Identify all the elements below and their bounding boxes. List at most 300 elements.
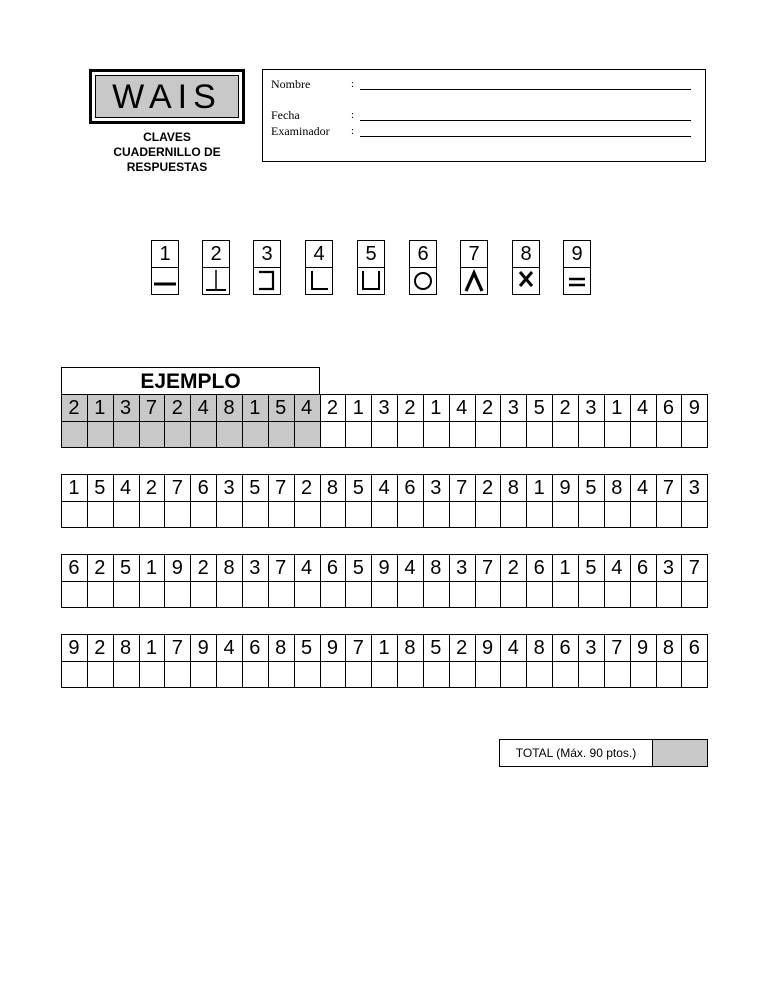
answer-cell[interactable] [578, 501, 604, 528]
cup-icon [358, 268, 384, 295]
item-number: 1 [430, 396, 442, 419]
answer-cell[interactable] [268, 661, 294, 688]
item-number: 1 [611, 396, 623, 419]
answer-cell[interactable] [604, 421, 630, 448]
answer-cell[interactable] [552, 581, 578, 608]
item-cell [242, 474, 268, 527]
answer-cell[interactable] [397, 421, 423, 448]
item-number: 3 [507, 396, 519, 419]
key-box [460, 240, 488, 295]
answer-cell[interactable] [500, 581, 526, 608]
item-number: 6 [197, 476, 209, 499]
inverted-t-icon [203, 268, 229, 295]
item-cell [500, 474, 526, 527]
key-box [357, 240, 385, 295]
item-cell [656, 634, 682, 687]
example-cell [294, 394, 320, 447]
answer-cell[interactable] [397, 661, 423, 688]
item-cell [526, 394, 552, 447]
item-number: 2 [404, 396, 416, 419]
item-number: 4 [404, 556, 416, 579]
date-field[interactable] [271, 108, 691, 122]
item-cell [345, 554, 371, 607]
item-number: 2 [559, 396, 571, 419]
item-cell [449, 634, 475, 687]
item-number: 2 [326, 396, 338, 419]
item-cell [604, 394, 630, 447]
item-number: 8 [326, 476, 338, 499]
item-number: 7 [275, 556, 287, 579]
item-number: 5 [430, 636, 442, 659]
item-number: 7 [171, 476, 183, 499]
answer-cell [294, 421, 320, 448]
item-number: 6 [533, 556, 545, 579]
key-box [305, 240, 333, 295]
item-cell [604, 554, 630, 607]
item-number: 9 [378, 556, 390, 579]
answer-cell[interactable] [345, 421, 371, 448]
item-cell [320, 394, 346, 447]
answer-cell [113, 421, 139, 448]
answer-cell[interactable] [578, 421, 604, 448]
answer-cell[interactable] [216, 661, 242, 688]
item-number: 3 [456, 556, 468, 579]
item-cell [449, 554, 475, 607]
answer-cell[interactable] [526, 661, 552, 688]
key-box [202, 240, 230, 295]
answer-cell[interactable] [61, 501, 87, 528]
item-cell [87, 634, 113, 687]
item-number: 6 [559, 636, 571, 659]
item-cell [475, 634, 501, 687]
answer-cell[interactable] [242, 501, 268, 528]
key-box [512, 240, 540, 295]
item-cell [61, 554, 87, 607]
equals-icon [564, 268, 590, 295]
item-cell [113, 474, 139, 527]
answer-cell[interactable] [113, 581, 139, 608]
item-cell [61, 634, 87, 687]
item-cell [371, 474, 397, 527]
field-colon: : [351, 78, 355, 90]
item-cell [164, 554, 190, 607]
answer-cell[interactable] [449, 581, 475, 608]
item-number: 4 [223, 636, 235, 659]
item-number: 2 [481, 476, 494, 499]
key-number: 5 [358, 241, 384, 268]
answer-cell[interactable] [294, 661, 320, 688]
answer-cell[interactable] [268, 501, 294, 528]
key-number: 4 [306, 241, 332, 268]
item-cell [578, 554, 604, 607]
item-cell [371, 554, 397, 607]
answer-cell[interactable] [87, 501, 113, 528]
answer-cell[interactable] [681, 581, 707, 608]
item-cell [371, 634, 397, 687]
item-cell [500, 554, 526, 607]
key-box [563, 240, 591, 295]
item-number: 8 [533, 636, 545, 659]
answer-cell[interactable] [139, 661, 165, 688]
item-cell [526, 554, 552, 607]
item-cell [475, 554, 501, 607]
item-number: 5 [120, 556, 132, 579]
dash-icon [152, 268, 178, 295]
answer-cell[interactable] [449, 501, 475, 528]
answer-cell[interactable] [526, 421, 552, 448]
answer-cell[interactable] [320, 581, 346, 608]
answer-cell[interactable] [681, 501, 707, 528]
answer-cell[interactable] [164, 661, 190, 688]
item-number: 8 [662, 636, 675, 659]
item-number: 9 [688, 396, 700, 419]
item-cell [681, 634, 707, 687]
answer-cell[interactable] [320, 661, 346, 688]
item-number: 7 [662, 476, 675, 499]
answer-cell[interactable] [397, 501, 423, 528]
item-number: 3 [662, 556, 675, 579]
answer-cell[interactable] [397, 581, 423, 608]
item-number: 7 [352, 636, 364, 659]
item-number: 6 [662, 396, 675, 419]
item-number: 2 [145, 476, 158, 499]
item-number: 7 [275, 476, 287, 499]
answer-cell[interactable] [345, 501, 371, 528]
subtitle-line: CLAVES [143, 130, 191, 144]
item-number: 3 [378, 396, 390, 419]
example-cell [61, 394, 87, 447]
answer-cell[interactable] [242, 581, 268, 608]
item-number: 8 [430, 556, 442, 579]
item-number: 2 [94, 556, 106, 579]
answer-cell[interactable] [423, 421, 449, 448]
answer-cell[interactable] [500, 501, 526, 528]
answer-cell[interactable] [681, 661, 707, 688]
item-cell [423, 474, 449, 527]
answer-cell[interactable] [164, 501, 190, 528]
answer-cell[interactable] [216, 581, 242, 608]
item-number: 2 [94, 636, 106, 659]
item-cell [113, 554, 139, 607]
item-number: 9 [637, 636, 649, 659]
answer-cell [216, 421, 242, 448]
answer-cell[interactable] [345, 581, 371, 608]
item-row [61, 634, 707, 688]
item-number: 6 [404, 476, 416, 499]
item-number: 1 [94, 396, 106, 419]
item-number: 2 [68, 396, 80, 419]
item-cell [423, 554, 449, 607]
item-cell [87, 474, 113, 527]
item-number: 9 [559, 476, 571, 499]
item-cell [294, 554, 320, 607]
examiner-line[interactable] [360, 136, 691, 137]
answer-cell[interactable] [604, 501, 630, 528]
item-number: 9 [68, 636, 80, 659]
item-cell [578, 474, 604, 527]
answer-cell[interactable] [371, 581, 397, 608]
item-cell [320, 634, 346, 687]
item-cell [345, 634, 371, 687]
answer-cell[interactable] [190, 661, 216, 688]
item-cell [552, 394, 578, 447]
answer-cell[interactable] [61, 581, 87, 608]
item-cell [216, 554, 242, 607]
item-cell [190, 634, 216, 687]
answer-cell[interactable] [87, 581, 113, 608]
name-field[interactable] [271, 77, 691, 91]
examiner-field[interactable] [271, 124, 691, 138]
item-number: 1 [533, 476, 545, 499]
item-number: 6 [688, 636, 700, 659]
answer-cell[interactable] [500, 421, 526, 448]
answer-cell[interactable] [656, 421, 682, 448]
item-cell [604, 474, 630, 527]
item-cell [320, 474, 346, 527]
item-number: 2 [197, 556, 209, 579]
item-cell [164, 474, 190, 527]
example-cell [87, 394, 113, 447]
answer-cell[interactable] [320, 501, 346, 528]
item-row [61, 554, 707, 608]
item-cell [320, 554, 346, 607]
document-subtitle [89, 130, 245, 175]
item-number: 6 [249, 636, 261, 659]
answer-cell[interactable] [423, 501, 449, 528]
answer-cell[interactable] [294, 581, 320, 608]
item-cell [552, 554, 578, 607]
l-corner-icon [306, 268, 332, 295]
answer-cell[interactable] [371, 421, 397, 448]
right-bracket-icon [254, 268, 280, 295]
wais-logo [89, 69, 245, 124]
item-cell [449, 394, 475, 447]
answer-cell[interactable] [630, 581, 656, 608]
item-cell [397, 394, 423, 447]
example-cell [216, 394, 242, 447]
key-number: 6 [410, 241, 436, 268]
answer-cell[interactable] [113, 501, 139, 528]
item-cell [139, 554, 165, 607]
example-cell [139, 394, 165, 447]
answer-cell[interactable] [526, 581, 552, 608]
item-number: 5 [301, 636, 313, 659]
example-label: EJEMPLO [61, 367, 320, 394]
answer-cell[interactable] [190, 581, 216, 608]
answer-cell[interactable] [61, 661, 87, 688]
date-label: Fecha [271, 108, 300, 122]
answer-cell[interactable] [345, 661, 371, 688]
answer-cell[interactable] [371, 501, 397, 528]
name-label: Nombre [271, 77, 311, 91]
answer-cell[interactable] [604, 581, 630, 608]
item-cell [526, 474, 552, 527]
key-number: 3 [254, 241, 280, 268]
total-box [499, 739, 708, 767]
answer-cell[interactable] [113, 661, 139, 688]
item-number: 3 [430, 476, 442, 499]
key-number: 7 [461, 241, 487, 268]
date-line[interactable] [360, 120, 691, 121]
item-cell [164, 634, 190, 687]
answer-cell [242, 421, 268, 448]
item-cell [526, 634, 552, 687]
item-cell [268, 634, 294, 687]
answer-cell[interactable] [552, 421, 578, 448]
item-number: 9 [326, 636, 338, 659]
item-cell [139, 634, 165, 687]
item-cell [242, 634, 268, 687]
answer-cell[interactable] [242, 661, 268, 688]
answer-cell[interactable] [216, 501, 242, 528]
answer-cell [164, 421, 190, 448]
item-cell [397, 634, 423, 687]
item-number: 8 [404, 636, 416, 659]
total-label: TOTAL (Máx. 90 ptos.) [515, 746, 637, 760]
item-cell [681, 474, 707, 527]
answer-cell[interactable] [656, 501, 682, 528]
item-number: 8 [120, 636, 132, 659]
item-number: 4 [637, 396, 649, 419]
item-row [61, 474, 707, 528]
total-score-field[interactable] [652, 740, 707, 766]
key-number: 2 [203, 241, 229, 268]
answer-cell [87, 421, 113, 448]
item-number: 7 [481, 556, 494, 579]
answer-cell[interactable] [578, 581, 604, 608]
item-number: 1 [352, 396, 364, 419]
item-cell [656, 474, 682, 527]
item-cell [190, 554, 216, 607]
answer-cell[interactable] [630, 421, 656, 448]
item-number: 5 [352, 476, 364, 499]
item-number: 8 [611, 476, 623, 499]
item-cell [294, 634, 320, 687]
answer-cell [61, 421, 87, 448]
item-cell [139, 474, 165, 527]
item-number: 1 [68, 476, 80, 499]
item-cell [500, 634, 526, 687]
answer-cell[interactable] [423, 661, 449, 688]
item-number: 6 [637, 556, 649, 579]
item-cell [371, 394, 397, 447]
item-cell [294, 474, 320, 527]
field-colon: : [351, 109, 355, 121]
item-cell [345, 394, 371, 447]
item-cell [630, 554, 656, 607]
item-number: 5 [352, 556, 364, 579]
logo-title: WAIS [95, 75, 239, 118]
answer-cell[interactable] [475, 421, 501, 448]
answer-cell[interactable] [526, 501, 552, 528]
answer-cell[interactable] [87, 661, 113, 688]
example-cell [190, 394, 216, 447]
answer-cell[interactable] [604, 661, 630, 688]
item-cell [681, 394, 707, 447]
item-number: 4 [120, 476, 132, 499]
item-cell [578, 634, 604, 687]
item-cell [630, 634, 656, 687]
item-cell [61, 474, 87, 527]
answer-cell[interactable] [164, 581, 190, 608]
item-number: 7 [145, 396, 158, 419]
answer-cell[interactable] [294, 501, 320, 528]
answer-cell[interactable] [190, 501, 216, 528]
item-cell [681, 554, 707, 607]
item-number: 7 [456, 476, 468, 499]
item-number: 3 [249, 556, 261, 579]
answer-cell[interactable] [630, 501, 656, 528]
item-cell [113, 634, 139, 687]
answer-cell[interactable] [320, 421, 346, 448]
item-cell [630, 474, 656, 527]
item-cell [397, 474, 423, 527]
item-cell [345, 474, 371, 527]
item-number: 4 [197, 396, 209, 419]
item-number: 5 [585, 476, 597, 499]
item-cell [397, 554, 423, 607]
item-number: 4 [301, 556, 313, 579]
answer-cell[interactable] [630, 661, 656, 688]
answer-cell[interactable] [139, 581, 165, 608]
answer-cell[interactable] [656, 661, 682, 688]
circle-icon [410, 268, 436, 295]
answer-cell[interactable] [139, 501, 165, 528]
answer-cell[interactable] [552, 661, 578, 688]
answer-cell[interactable] [268, 581, 294, 608]
key-box [253, 240, 281, 295]
item-number: 5 [249, 476, 261, 499]
answer-cell[interactable] [475, 581, 501, 608]
answer-cell[interactable] [656, 581, 682, 608]
answer-cell[interactable] [500, 661, 526, 688]
item-number: 1 [378, 636, 390, 659]
answer-cell[interactable] [578, 661, 604, 688]
answer-cell[interactable] [681, 421, 707, 448]
answer-cell[interactable] [475, 501, 501, 528]
item-number: 2 [507, 556, 519, 579]
item-number: 1 [249, 396, 261, 419]
item-number: 1 [145, 636, 158, 659]
item-cell [578, 394, 604, 447]
item-cell [475, 474, 501, 527]
answer-cell[interactable] [552, 501, 578, 528]
name-line[interactable] [360, 89, 691, 90]
answer-cell[interactable] [423, 581, 449, 608]
item-number: 7 [171, 636, 183, 659]
key-number: 9 [564, 241, 590, 268]
answer-cell[interactable] [449, 421, 475, 448]
answer-cell[interactable] [449, 661, 475, 688]
key-number: 8 [513, 241, 539, 268]
item-number: 6 [68, 556, 80, 579]
caret-icon [461, 268, 487, 295]
item-number: 7 [688, 556, 700, 579]
item-number: 8 [507, 476, 519, 499]
item-cell [656, 554, 682, 607]
item-cell [423, 394, 449, 447]
item-number: 7 [611, 636, 623, 659]
item-cell [268, 474, 294, 527]
key-box [409, 240, 437, 295]
item-row [61, 394, 707, 448]
subtitle-line: RESPUESTAS [126, 160, 208, 174]
answer-cell[interactable] [475, 661, 501, 688]
answer-cell[interactable] [371, 661, 397, 688]
item-cell [423, 634, 449, 687]
field-colon: : [351, 125, 355, 137]
answer-cell [268, 421, 294, 448]
